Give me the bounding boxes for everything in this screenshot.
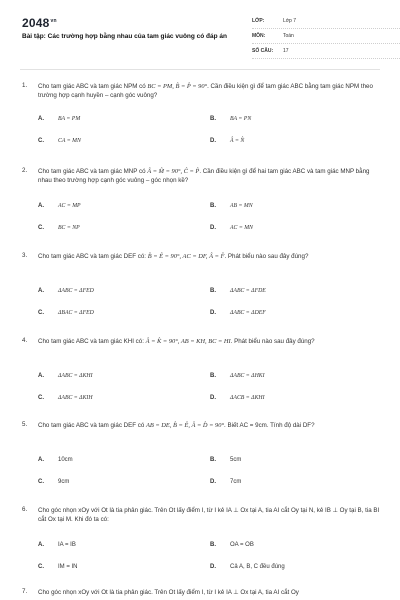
option-b[interactable] bbox=[210, 203, 253, 209]
question-text bbox=[38, 252, 380, 261]
question-number: 2. bbox=[22, 167, 28, 174]
question-text-part: . Phát biểu nào sau đây đúng? bbox=[230, 338, 315, 345]
option-label: A. bbox=[38, 542, 44, 548]
question-text bbox=[38, 421, 380, 430]
option-b[interactable] bbox=[210, 373, 265, 379]
option-a[interactable] bbox=[38, 203, 81, 209]
option-label: C. bbox=[38, 225, 44, 231]
header-divider bbox=[20, 69, 380, 70]
header bbox=[22, 14, 382, 60]
question-text-part: Cho tam giác ABC và tam giác KHI có: bbox=[38, 338, 146, 345]
option-label: B. bbox=[210, 373, 216, 379]
option-label: D. bbox=[210, 564, 216, 570]
option-label: B. bbox=[210, 457, 216, 463]
question-text-part: . Cần điều kiện gì để tam giác ABC bằng tam giác NPM theo trường hợp cạnh huyền – cạnh góc vuông? bbox=[38, 83, 373, 100]
option-value: ΔBAC = ΔFED bbox=[58, 310, 94, 316]
option-d[interactable] bbox=[210, 564, 285, 570]
option-value: 5cm bbox=[230, 457, 242, 463]
option-value: 7cm bbox=[230, 479, 242, 485]
option-value: IA = IB bbox=[58, 542, 76, 548]
question-math: AB = DE, B̂ = Ê, Â = D̂ = 90° bbox=[145, 422, 225, 429]
question-text-part: . Biết AC = 9cm. Tính độ dài DF? bbox=[224, 422, 315, 429]
option-value: IM = IN bbox=[58, 564, 78, 570]
option-value: AB = MN bbox=[230, 203, 253, 209]
question-text-part: Cho tam giác ABC và tam giác DEF có bbox=[38, 422, 146, 429]
meta-value: Lớp 7 bbox=[283, 18, 297, 24]
option-label: B. bbox=[210, 542, 216, 548]
question-text-part: Cho góc nhọn xOy với Ot là tia phân giác. Trên Ot lấy điểm I, từ I kẻ IA ⊥ Ox tại A, tia AI cắt Oy bbox=[38, 589, 299, 596]
question-text bbox=[38, 82, 380, 101]
question-number: 7. bbox=[22, 588, 28, 595]
option-b[interactable] bbox=[210, 542, 254, 548]
meta-value: Toán bbox=[283, 33, 294, 39]
option-d[interactable] bbox=[210, 138, 244, 144]
question-text-part: Cho góc nhọn xOy với Ot là tia phân giác. Trên Ot lấy điểm I, từ I kẻ IA ⊥ Ox tại A, tia AI cắt Oy tại N, kẻ IB ⊥ Oy tại B, tia BI cắt Ox tại M. Khi đó ta có: bbox=[38, 507, 380, 524]
option-label: B. bbox=[210, 116, 216, 122]
option-label: B. bbox=[210, 203, 216, 209]
option-label: D. bbox=[210, 138, 216, 144]
option-value: AC = MP bbox=[58, 203, 81, 209]
option-label: C. bbox=[38, 479, 44, 485]
meta-info bbox=[252, 16, 400, 61]
option-value: BA = PM bbox=[58, 116, 81, 122]
question-text-part: Cho tam giác ABC và tam giác MNP có bbox=[38, 168, 148, 175]
option-c[interactable] bbox=[38, 310, 94, 316]
option-label: D. bbox=[210, 225, 216, 231]
meta-value: 17 bbox=[283, 48, 289, 54]
question-number: 4. bbox=[22, 337, 28, 344]
question-6 bbox=[22, 506, 380, 570]
question-7 bbox=[22, 588, 380, 600]
page-title: Bài tập: Các trường hợp bằng nhau của tam giác vuông có đáp án bbox=[22, 33, 227, 40]
option-value: BC = NP bbox=[58, 225, 80, 231]
question-text bbox=[38, 506, 380, 525]
question-number: 1. bbox=[22, 82, 28, 89]
question-3 bbox=[22, 252, 380, 316]
brand-name: 2048 bbox=[22, 16, 50, 30]
option-label: C. bbox=[38, 395, 44, 401]
question-math: Â = K̂ = 90°, AB = KH, BC = HI bbox=[145, 338, 231, 345]
option-label: C. bbox=[38, 310, 44, 316]
option-b[interactable] bbox=[210, 457, 241, 463]
option-value: ΔABC = ΔKHI bbox=[58, 373, 93, 379]
question-text bbox=[38, 337, 380, 346]
meta-label: LỚP: bbox=[252, 18, 265, 24]
option-label: C. bbox=[38, 564, 44, 570]
option-a[interactable] bbox=[38, 542, 76, 548]
option-b[interactable] bbox=[210, 288, 266, 294]
option-value: 9cm bbox=[58, 479, 70, 485]
option-b[interactable] bbox=[210, 116, 251, 122]
option-value: ΔABC = ΔKIH bbox=[58, 395, 93, 401]
option-a[interactable] bbox=[38, 116, 80, 122]
meta-label: MÔN: bbox=[252, 33, 266, 39]
option-c[interactable] bbox=[38, 479, 69, 485]
question-2 bbox=[22, 167, 380, 231]
question-math: BC = PM, B̂ = P̂ = 90° bbox=[147, 83, 208, 90]
option-label: C. bbox=[38, 138, 44, 144]
meta-row-count bbox=[252, 46, 400, 59]
option-value: 10cm bbox=[58, 457, 73, 463]
option-value: Â = N̂ bbox=[230, 138, 245, 144]
option-c[interactable] bbox=[38, 564, 78, 570]
question-text-part: . Cần điều kiện gì để hai tam giác ABC và tam giác MNP bằng nhau theo trường hợp cạnh góc vuông – góc nhọn kề? bbox=[38, 168, 370, 185]
question-math: B̂ = Ê = 90°, AC = DF, Â = F̂ bbox=[147, 253, 225, 260]
option-label: A. bbox=[38, 288, 44, 294]
option-a[interactable] bbox=[38, 373, 93, 379]
option-c[interactable] bbox=[38, 138, 81, 144]
option-label: A. bbox=[38, 203, 44, 209]
option-a[interactable] bbox=[38, 288, 94, 294]
option-value: ΔABC = ΔHKI bbox=[230, 373, 265, 379]
question-text bbox=[38, 588, 380, 597]
option-label: A. bbox=[38, 457, 44, 463]
question-text-part: Cho tam giác ABC và tam giác DEF có: bbox=[38, 253, 148, 260]
option-value: CA = MN bbox=[58, 138, 81, 144]
meta-row-class bbox=[252, 16, 400, 29]
option-c[interactable] bbox=[38, 395, 93, 401]
option-value: ΔABC = ΔFDE bbox=[230, 288, 266, 294]
question-4 bbox=[22, 337, 380, 401]
option-label: D. bbox=[210, 395, 216, 401]
question-text bbox=[38, 167, 380, 186]
option-value: ΔACB = ΔKHI bbox=[230, 395, 265, 401]
option-value: BA = PN bbox=[230, 116, 252, 122]
option-label: D. bbox=[210, 310, 216, 316]
option-d[interactable] bbox=[210, 479, 241, 485]
brand-logo[interactable] bbox=[22, 16, 57, 30]
option-label: B. bbox=[210, 288, 216, 294]
question-text-part: Cho tam giác ABC và tam giác NPM có bbox=[38, 83, 148, 90]
option-d[interactable] bbox=[210, 395, 265, 401]
question-number: 5. bbox=[22, 421, 28, 428]
option-value: ΔABC = ΔFED bbox=[58, 288, 94, 294]
option-label: D. bbox=[210, 479, 216, 485]
option-d[interactable] bbox=[210, 225, 253, 231]
option-value: OA = OB bbox=[230, 542, 254, 548]
option-value: AC = MN bbox=[230, 225, 253, 231]
question-number: 3. bbox=[22, 252, 28, 259]
question-math: Â = M̂ = 90°, Ĉ = P̂ bbox=[147, 168, 200, 175]
option-label: A. bbox=[38, 373, 44, 379]
question-text-part: . Phát biểu nào sau đây đúng? bbox=[224, 253, 309, 260]
option-label: A. bbox=[38, 116, 44, 122]
meta-label: SỐ CÂU: bbox=[252, 48, 274, 54]
meta-row-subject bbox=[252, 31, 400, 44]
option-value: Cả A, B, C đều đúng bbox=[230, 564, 285, 570]
option-value: ΔABC = ΔDEF bbox=[230, 310, 266, 316]
question-1 bbox=[22, 82, 380, 144]
option-c[interactable] bbox=[38, 225, 80, 231]
question-5 bbox=[22, 421, 380, 485]
option-d[interactable] bbox=[210, 310, 266, 316]
option-a[interactable] bbox=[38, 457, 73, 463]
question-number: 6. bbox=[22, 506, 28, 513]
brand-suffix: vn bbox=[50, 18, 57, 24]
